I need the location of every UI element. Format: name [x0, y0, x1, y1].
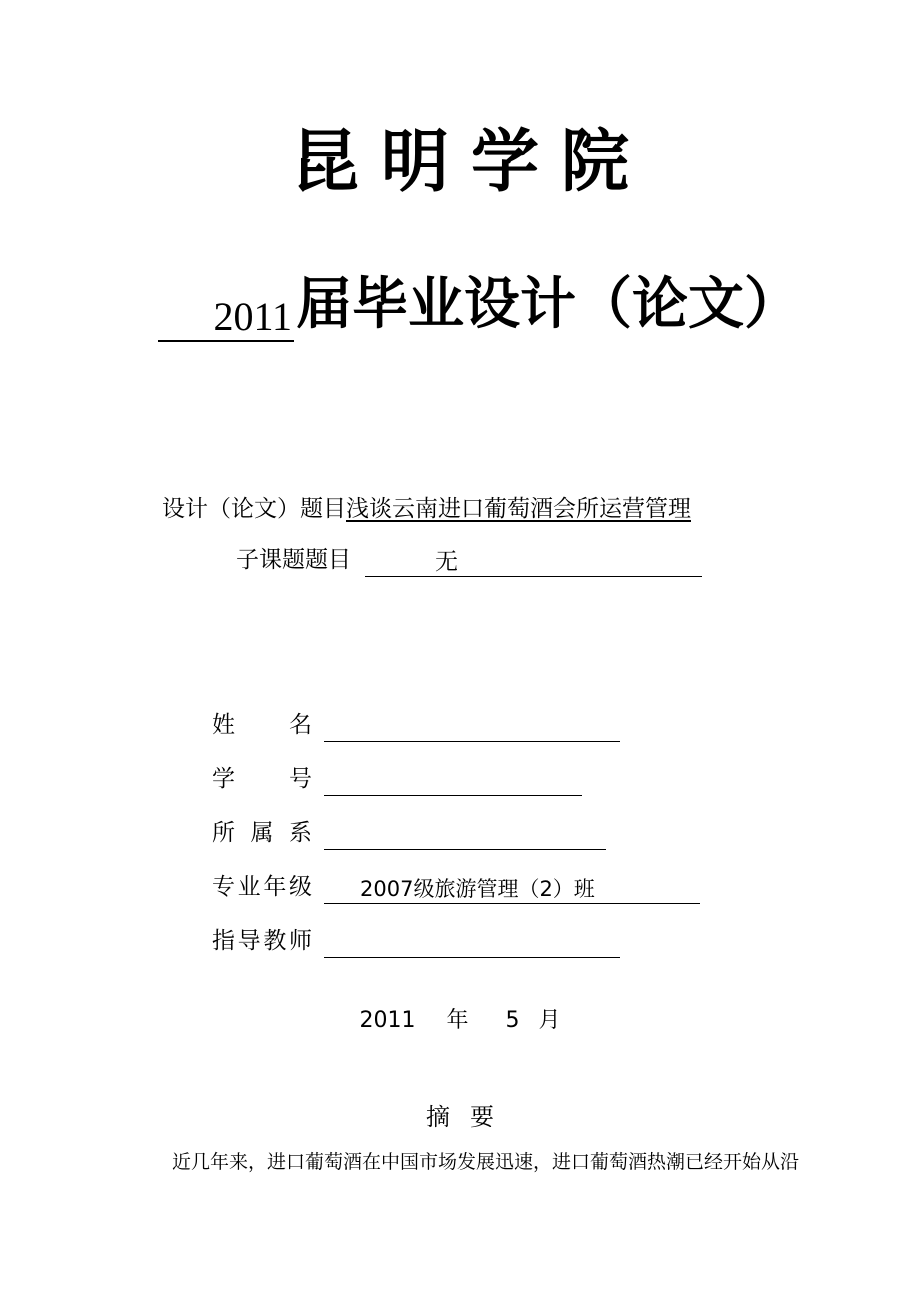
subtopic-row — [236, 543, 702, 577]
department-label: 所属系 — [212, 820, 312, 846]
school-name: 昆明学院 — [290, 123, 651, 202]
major-grade-field-row — [212, 870, 700, 904]
advisor-label: 指导教师 — [212, 928, 312, 954]
student-id-field-row — [212, 762, 582, 796]
graduation-heading — [158, 262, 800, 342]
name-field-row — [212, 708, 620, 742]
abstract-first-line: 近几年来，进口葡萄酒在中国市场发展迅速，进口葡萄酒热潮已经开始从沿 — [172, 1151, 800, 1173]
subtopic-label: 子课题题目 — [236, 547, 351, 573]
student-id-value — [324, 767, 582, 796]
student-id-label: 学号 — [212, 766, 312, 792]
name-label: 姓名 — [212, 712, 312, 738]
date-year: 2011 — [359, 1008, 416, 1033]
name-value — [324, 713, 620, 742]
date-month: 5 — [505, 1008, 520, 1033]
thesis-topic-row — [162, 492, 691, 526]
date-year-unit: 年 — [446, 1008, 469, 1033]
advisor-value — [324, 929, 620, 958]
advisor-field-row — [212, 924, 620, 958]
submission-date — [0, 1005, 920, 1037]
thesis-topic-value: 浅谈云南进口葡萄酒会所运营管理 — [346, 496, 691, 522]
major-grade-label: 专业年级 — [212, 874, 312, 900]
date-month-unit: 月 — [538, 1008, 561, 1033]
graduation-title: 届毕业设计（论文） — [296, 272, 800, 337]
subtopic-value: 无 — [365, 548, 702, 577]
major-grade-value: 2007级旅游管理（2）班 — [324, 875, 700, 904]
thesis-topic-label: 设计（论文）题目 — [162, 496, 346, 522]
department-value — [324, 821, 606, 850]
graduation-year: 2011 — [158, 294, 294, 342]
department-field-row — [212, 816, 606, 850]
abstract-heading: 摘要 — [426, 1103, 514, 1131]
